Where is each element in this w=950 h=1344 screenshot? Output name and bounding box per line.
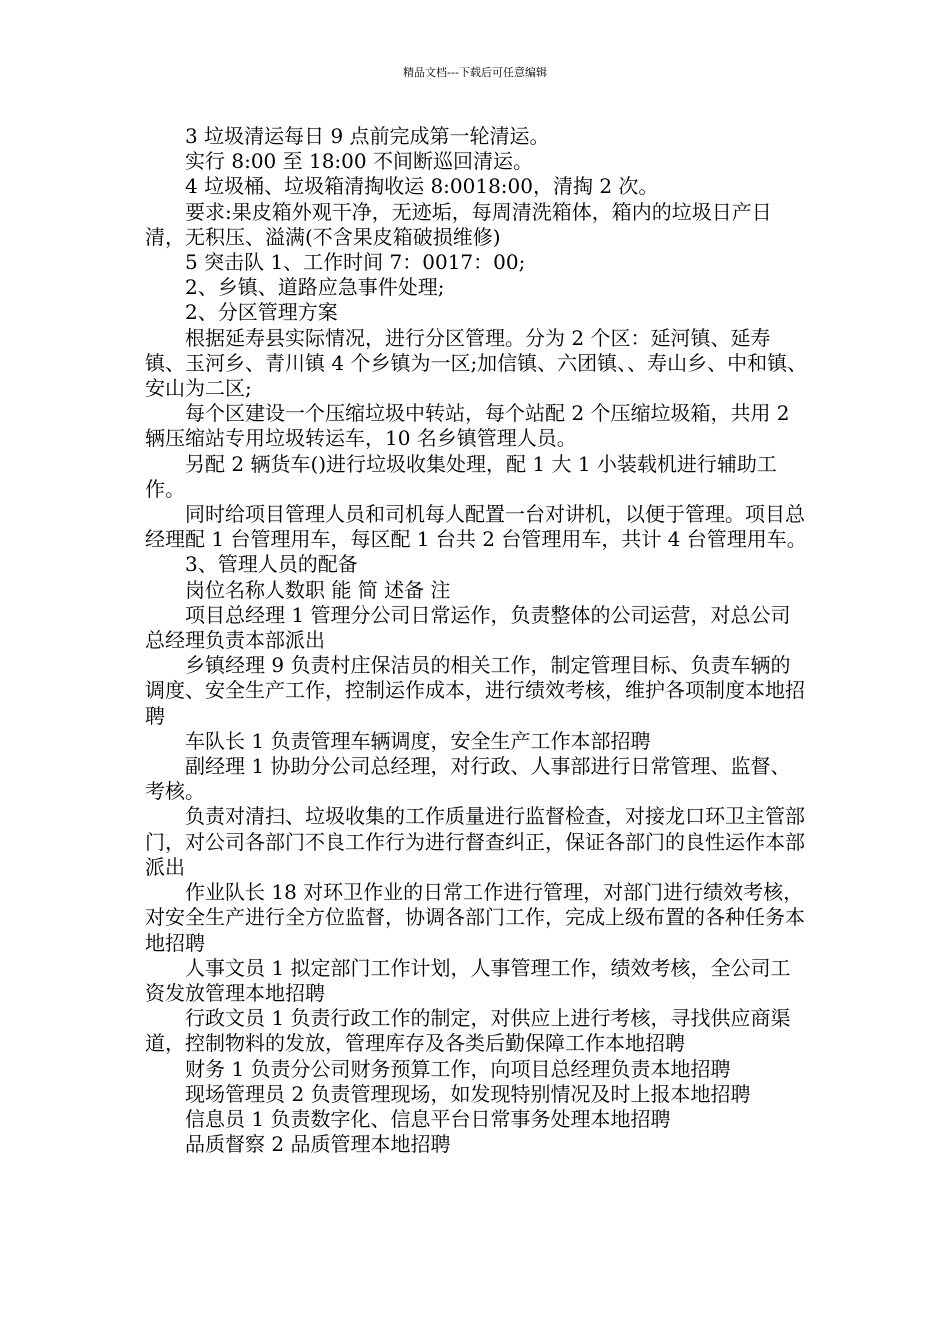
paragraph-cleanup-schedule: 3 垃圾清运每日 9 点前完成第一轮清运。 [185,124,550,148]
staff-row-info-officer: 信息员 1 负责数字化、信息平台日常事务处理本地招聘 [185,1106,671,1131]
staff-row-deputy-duties: 负责对清扫、垃圾收集的工作质量进行监督检查，对接龙口环卫主管部门，对公司各部门不良工作行为进行督查纠正，保证各部门的良性运作本部派出 [145,804,805,879]
staff-row-site-manager: 现场管理员 2 负责管理现场，如发现特别情况及时上报本地招聘 [185,1081,751,1106]
paragraph-patrol-hours: 实行 8:00 至 18:00 不间断巡回清运。 [185,149,533,174]
paragraph-trucks-loaders: 另配 2 辆货车()进行垃圾收集处理，配 1 大 1 小装载机进行辅助工作。 [145,451,777,501]
section-heading-staffing: 3、管理人员的配备 [185,552,358,577]
paragraph-zoning-plan: 根据延寿县实际情况，进行分区管理。分为 2 个区：延河镇、延寿镇、玉河乡、青川镇 4 个乡镇为一区;加信镇、六团镇、、寿山乡、中和镇、安山为二区; [145,325,808,401]
paragraph-bin-requirements: 要求:果皮箱外观干净，无迹垢，每周清洗箱体，箱内的垃圾日产日清，无积压、溢满(不含果皮箱破损维修) [145,199,772,249]
staff-row-team-leader: 作业队长 18 对环卫作业的日常工作进行管理，对部门进行绩效考核，对安全生产进行全方位监督，协调各部门工作，完成上级布置的各种任务本地招聘 [145,880,805,955]
staff-row-township-manager: 乡镇经理 9 负责村庄保洁员的相关工作，制定管理目标、负责车辆的调度、安全生产工作，控制运作成本，进行绩效考核，维护各项制度本地招聘 [145,653,805,728]
paragraph-radios-vehicles: 同时给项目管理人员和司机每人配置一台对讲机，以便于管理。项目总经理配 1 台管理用车，每区配 1 台共 2 台管理用车，共计 4 台管理用车。 [145,502,807,552]
staff-row-project-manager: 项目总经理 1 管理分公司日常运作，负责整体的公司运营，对总公司总经理负责本部派出 [145,602,791,653]
paragraph-bin-collection: 4 垃圾桶、垃圾箱清掏收运 8:0018:00，清掏 2 次。 [185,174,659,199]
page-header: 精品文档---下载后可任意编辑 [403,66,547,79]
paragraph-emergency-handling: 2、乡镇、道路应急事件处理; [185,275,445,300]
section-heading-zoning: 2、分区管理方案 [185,300,338,325]
staff-row-admin-clerk: 行政文员 1 负责行政工作的制定，对供应上进行考核，寻找供应商渠道，控制物料的发放，管理库存及各类后勤保障工作本地招聘 [145,1006,791,1056]
staff-row-fleet-captain: 车队长 1 负责管理车辆调度，安全生产工作本部招聘 [185,728,651,753]
staff-row-deputy-manager: 副经理 1 协助分公司总经理，对行政、人事部进行日常管理、监督、考核。 [145,754,791,804]
paragraph-transfer-station: 每个区建设一个压缩垃圾中转站，每个站配 2 个压缩垃圾箱，共用 2 辆压缩站专用垃圾转运车，10 名乡镇管理人员。 [145,401,790,451]
staffing-table-header: 岗位名称人数职 能 简 述备 注 [185,577,451,602]
staff-row-hr-clerk: 人事文员 1 拟定部门工作计划，人事管理工作，绩效考核，全公司工资发放管理本地招聘 [145,955,791,1005]
staff-row-quality-inspector: 品质督察 2 品质管理本地招聘 [185,1132,451,1157]
paragraph-task-force-hours: 5 突击队 1、工作时间 7：0017：00; [185,250,526,275]
document-body [145,124,810,1157]
staff-row-finance: 财务 1 负责分公司财务预算工作，向项目总经理负责本地招聘 [185,1056,731,1081]
